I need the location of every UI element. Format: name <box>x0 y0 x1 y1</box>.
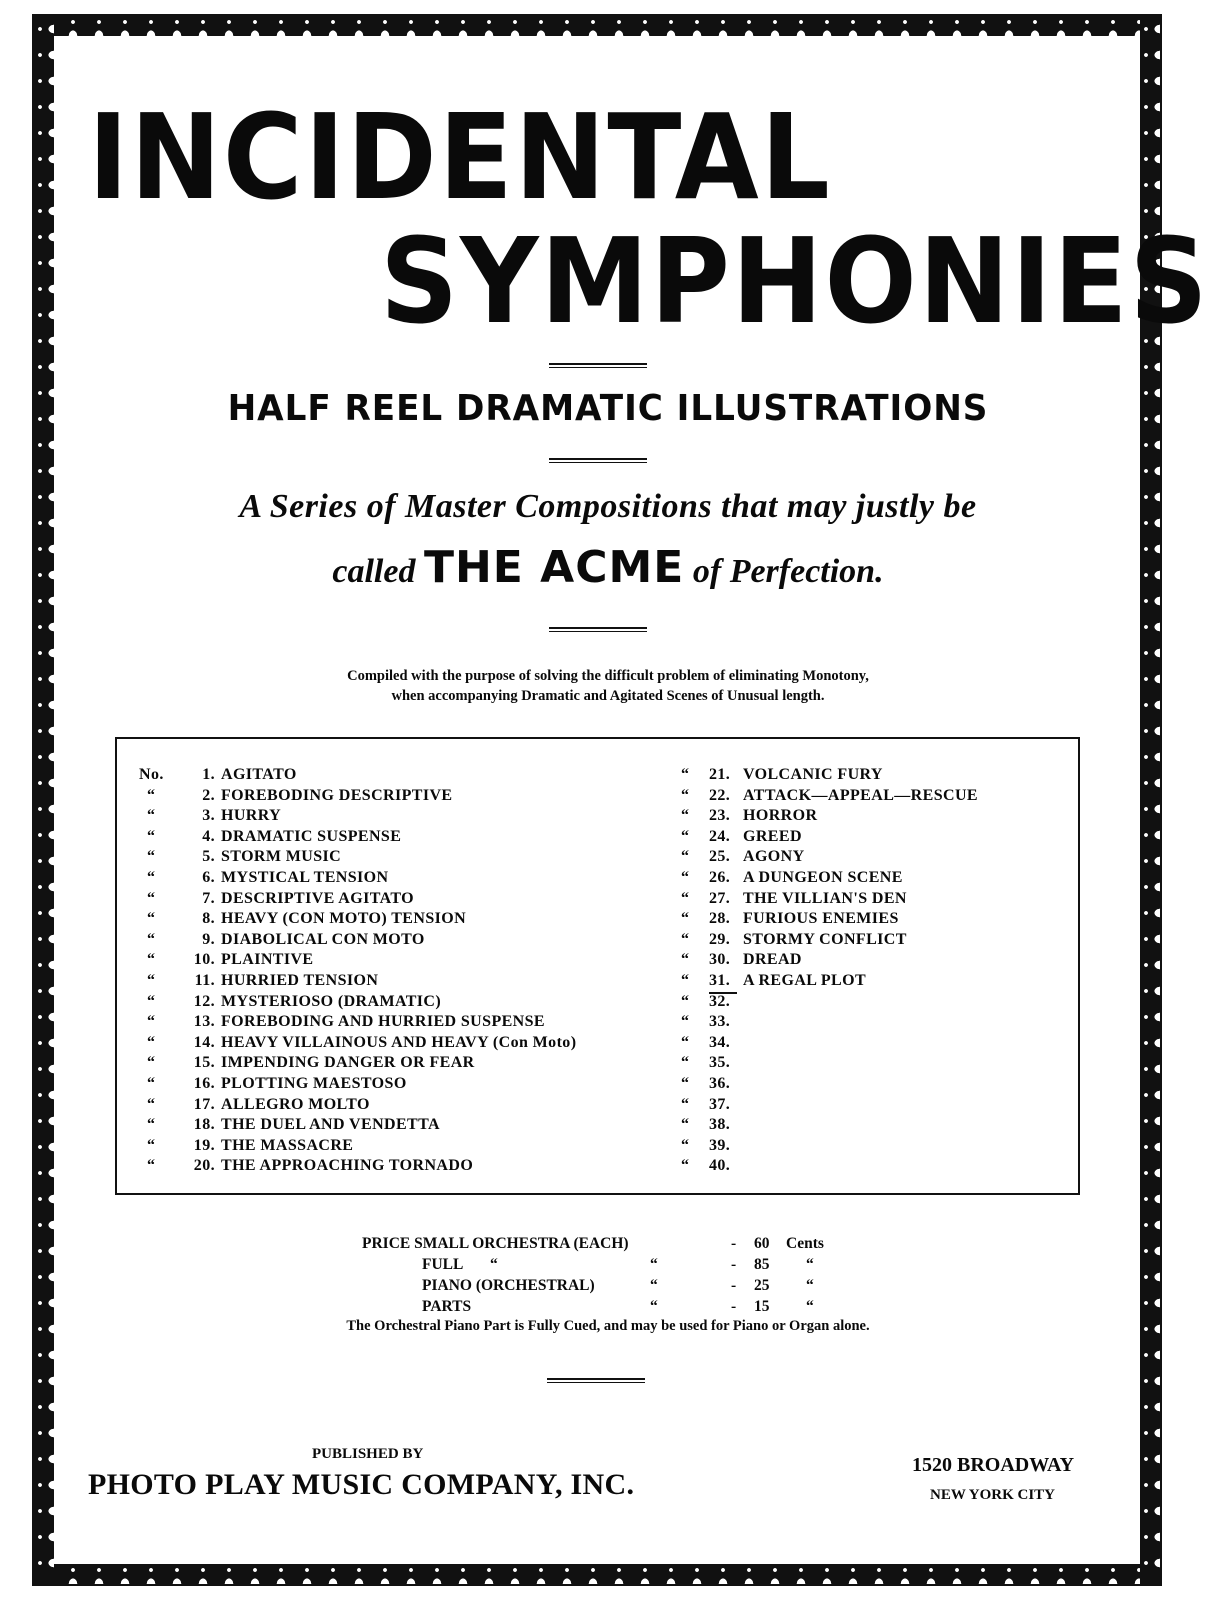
list-item <box>677 765 978 786</box>
list-item <box>677 786 978 807</box>
publisher-address-street: 1520 BROADWAY <box>912 1454 1075 1476</box>
price-ditto: “ <box>650 1277 658 1294</box>
list-item <box>677 909 978 930</box>
list-item-prefix: “ <box>681 848 690 866</box>
list-item-number: 1. <box>202 766 215 783</box>
list-item-number: 33. <box>709 1013 731 1031</box>
list-item-prefix: “ <box>681 766 690 783</box>
price-label: PIANO (ORCHESTRAL) <box>422 1277 595 1294</box>
list-item-number: 4. <box>202 827 215 845</box>
list-item-number: 39. <box>709 1136 731 1154</box>
list-item-prefix: “ <box>681 930 690 948</box>
list-item-prefix: “ <box>147 807 156 825</box>
list-item-title: VOLCANIC FURY <box>743 766 883 783</box>
list-item-title: HORROR <box>743 807 818 825</box>
list-item <box>677 827 978 848</box>
list-item <box>677 806 978 827</box>
list-item-prefix: “ <box>681 827 690 845</box>
list-item-title: MYSTERIOSO (DRAMATIC) <box>221 992 442 1010</box>
list-item <box>139 847 576 868</box>
price-ditto: “ <box>650 1298 658 1315</box>
list-item <box>677 1136 978 1157</box>
tagline-line-2 <box>0 542 1216 593</box>
list-item-title: THE APPROACHING TORNADO <box>221 1157 474 1175</box>
list-item-prefix: “ <box>147 910 156 928</box>
list-item <box>677 868 978 889</box>
list-item-prefix: “ <box>147 971 156 989</box>
list-item-prefix: “ <box>147 992 156 1010</box>
list-item-title: DRAMATIC SUSPENSE <box>221 827 402 845</box>
list-item-title: FOREBODING DESCRIPTIVE <box>221 786 453 804</box>
list-item-number: 30. <box>709 951 731 969</box>
list-item <box>139 868 576 889</box>
list-item <box>139 889 576 910</box>
list-item <box>139 786 576 807</box>
tagline-emphasis: THE ACME <box>423 542 685 593</box>
list-item-number: 15. <box>193 1054 215 1072</box>
list-item-number: 2. <box>202 786 215 804</box>
list-item-title: ATTACK—APPEAL—RESCUE <box>743 786 978 804</box>
list-item-prefix: “ <box>147 848 156 866</box>
list-item-title: STORM MUSIC <box>221 848 342 866</box>
list-item-number: 34. <box>709 1033 731 1051</box>
price-amount: 60 <box>754 1235 770 1252</box>
list-item <box>139 992 576 1013</box>
divider-rule <box>547 1378 645 1383</box>
list-item-title: A DUNGEON SCENE <box>743 868 903 886</box>
list-item <box>677 847 978 868</box>
list-item <box>139 930 576 951</box>
ornament-border-top <box>34 16 1160 36</box>
list-item-title: IMPENDING DANGER OR FEAR <box>221 1054 475 1072</box>
list-item-number: 37. <box>709 1095 731 1113</box>
list-item-prefix: “ <box>147 930 156 948</box>
list-item <box>139 765 576 786</box>
list-item-number: 13. <box>193 1013 215 1031</box>
list-item-title: MYSTICAL TENSION <box>221 868 389 886</box>
price-unit: Cents <box>786 1235 824 1252</box>
list-item-prefix: “ <box>147 868 156 886</box>
list-item-prefix: No. <box>139 766 164 783</box>
list-item-title: FOREBODING AND HURRIED SUSPENSE <box>221 1013 546 1031</box>
list-item-number: 31. <box>709 971 737 994</box>
list-item-prefix: “ <box>681 910 690 928</box>
list-item-prefix: “ <box>681 807 690 825</box>
list-item-number: 36. <box>709 1074 731 1092</box>
price-row <box>0 1275 1216 1296</box>
list-item-title: ALLEGRO MOLTO <box>221 1095 370 1113</box>
list-item-prefix: “ <box>147 1157 156 1175</box>
list-item-number: 25. <box>709 848 731 866</box>
list-item-number: 8. <box>202 910 215 928</box>
list-item-number: 3. <box>202 807 215 825</box>
list-item <box>677 1074 978 1095</box>
list-item <box>677 889 978 910</box>
tagline-line-1: A Series of Master Compositions that may justly be <box>239 488 977 525</box>
price-amount: 85 <box>754 1256 770 1273</box>
list-item-number: 18. <box>193 1116 215 1134</box>
list-item <box>139 909 576 930</box>
publisher-address-city: NEW YORK CITY <box>930 1487 1056 1503</box>
list-item-title: DREAD <box>743 951 802 969</box>
list-item-number: 19. <box>193 1136 215 1154</box>
list-item-title: PLOTTING MAESTOSO <box>221 1074 407 1092</box>
price-row <box>0 1296 1216 1317</box>
price-amount: 15 <box>754 1298 770 1315</box>
list-item-number: 35. <box>709 1054 731 1072</box>
list-item <box>677 1012 978 1033</box>
list-item-prefix: “ <box>147 827 156 845</box>
published-by-label: PUBLISHED BY <box>312 1446 424 1462</box>
list-item-number: 21. <box>709 766 731 783</box>
list-item-prefix: “ <box>681 868 690 886</box>
list-item-number: 26. <box>709 868 731 886</box>
price-label: PARTS <box>422 1298 472 1315</box>
list-item-number: 22. <box>709 786 731 804</box>
subtitle: HALF REEL DRAMATIC ILLUSTRATIONS <box>227 388 989 429</box>
composition-list-box <box>115 737 1080 1195</box>
list-item <box>139 971 576 992</box>
tagline-suffix: of Perfection. <box>692 553 884 590</box>
list-item-title: AGITATO <box>221 766 297 783</box>
list-item-title: FURIOUS ENEMIES <box>743 910 899 928</box>
list-item-prefix: “ <box>147 1116 156 1134</box>
list-item-prefix: “ <box>147 1013 156 1031</box>
price-table <box>0 1233 1216 1317</box>
intro-line-2: when accompanying Dramatic and Agitated Scenes of Unusual length. <box>391 688 825 704</box>
list-item-number: 7. <box>202 889 215 907</box>
list-item-prefix: “ <box>681 951 690 969</box>
list-item-title: THE VILLIAN'S DEN <box>743 889 907 907</box>
list-item-prefix: “ <box>681 1095 690 1113</box>
list-item-title: THE MASSACRE <box>221 1136 354 1154</box>
list-item-prefix: “ <box>681 786 690 804</box>
composition-list-left <box>139 765 576 1177</box>
list-item <box>677 1053 978 1074</box>
list-item <box>677 1095 978 1116</box>
list-item-number: 9. <box>202 930 215 948</box>
list-item <box>677 992 978 1013</box>
list-item <box>139 1115 576 1136</box>
list-item-prefix: “ <box>147 1054 156 1072</box>
price-row <box>0 1233 1216 1254</box>
list-item-number: 6. <box>202 868 215 886</box>
list-item-number: 32. <box>709 992 731 1010</box>
price-dash: - <box>731 1256 737 1273</box>
list-item-number: 40. <box>709 1157 731 1175</box>
list-item-title: HEAVY (CON MOTO) TENSION <box>221 910 467 928</box>
list-item <box>677 950 978 971</box>
list-item <box>139 1156 576 1177</box>
list-item-number: 23. <box>709 807 731 825</box>
list-item-number: 29. <box>709 930 731 948</box>
list-item-prefix: “ <box>681 1136 690 1154</box>
list-item-number: 17. <box>193 1095 215 1113</box>
price-ditto: “ <box>650 1256 658 1273</box>
list-item-number: 16. <box>193 1074 215 1092</box>
list-item-prefix: “ <box>681 889 690 907</box>
list-item-title: GREED <box>743 827 802 845</box>
title-line-1: INCIDENTAL <box>88 88 832 226</box>
list-item-title: HEAVY VILLAINOUS AND HEAVY (Con Moto) <box>221 1033 577 1051</box>
list-item-number: 20. <box>193 1157 215 1175</box>
list-item-title: PLAINTIVE <box>221 951 314 969</box>
price-unit: “ <box>806 1256 814 1273</box>
list-item-number: 38. <box>709 1116 731 1134</box>
divider-rule <box>549 458 647 463</box>
price-note: The Orchestral Piano Part is Fully Cued, and may be used for Piano or Organ alone. <box>346 1318 870 1334</box>
tagline-prefix: called <box>332 553 416 590</box>
list-item-prefix: “ <box>147 889 156 907</box>
ornament-border-bottom <box>34 1564 1160 1584</box>
intro-text <box>0 666 1216 706</box>
list-item-title: HURRIED TENSION <box>221 971 379 989</box>
list-item <box>139 1033 576 1054</box>
list-item <box>677 971 978 992</box>
title-line-2: SYMPHONIES <box>380 212 1210 350</box>
list-item-prefix: “ <box>681 1054 690 1072</box>
list-item-title: THE DUEL AND VENDETTA <box>221 1116 440 1134</box>
list-item <box>139 806 576 827</box>
list-item <box>139 1074 576 1095</box>
list-item-prefix: “ <box>147 1074 156 1092</box>
list-item <box>677 930 978 951</box>
list-item <box>139 1095 576 1116</box>
list-item-prefix: “ <box>681 1033 690 1051</box>
list-item-prefix: “ <box>681 1157 690 1175</box>
list-item-title: DIABOLICAL CON MOTO <box>221 930 425 948</box>
list-item-number: 12. <box>193 992 215 1010</box>
list-item-title: DESCRIPTIVE AGITATO <box>221 889 414 907</box>
composition-list-right <box>677 765 978 1177</box>
list-item-prefix: “ <box>681 1074 690 1092</box>
list-item-prefix: “ <box>681 971 690 989</box>
list-item <box>139 827 576 848</box>
list-item-title: AGONY <box>743 848 805 866</box>
list-item <box>139 1136 576 1157</box>
list-item <box>139 1012 576 1033</box>
price-dash: - <box>731 1235 737 1252</box>
list-item <box>677 1033 978 1054</box>
list-item-prefix: “ <box>681 1116 690 1134</box>
price-label: FULL <box>422 1256 464 1273</box>
list-item-number: 27. <box>709 889 731 907</box>
list-item <box>677 1115 978 1136</box>
price-row <box>0 1254 1216 1275</box>
price-unit: “ <box>806 1298 814 1315</box>
list-item-number: 28. <box>709 910 731 928</box>
divider-rule <box>549 627 647 632</box>
list-item <box>139 1053 576 1074</box>
list-item-prefix: “ <box>147 1033 156 1051</box>
list-item-prefix: “ <box>147 951 156 969</box>
list-item <box>139 950 576 971</box>
list-item-prefix: “ <box>681 1013 690 1031</box>
price-amount: 25 <box>754 1277 770 1294</box>
price-dash: - <box>731 1298 737 1315</box>
list-item-prefix: “ <box>147 1136 156 1154</box>
list-item <box>677 1156 978 1177</box>
price-ditto: “ <box>490 1256 498 1273</box>
price-dash: - <box>731 1277 737 1294</box>
price-label: PRICE SMALL ORCHESTRA (EACH) <box>362 1235 629 1252</box>
list-item-number: 24. <box>709 827 731 845</box>
divider-rule <box>549 363 647 368</box>
price-unit: “ <box>806 1277 814 1294</box>
ornament-border-left <box>34 16 54 1584</box>
intro-line-1: Compiled with the purpose of solving the difficult problem of eliminating Monotony, <box>347 668 869 684</box>
list-item-prefix: “ <box>147 786 156 804</box>
list-item-title: HURRY <box>221 807 282 825</box>
list-item-number: 10. <box>193 951 215 969</box>
list-item-title: STORMY CONFLICT <box>743 930 907 948</box>
list-item-number: 14. <box>193 1033 215 1051</box>
list-item-prefix: “ <box>147 1095 156 1113</box>
list-item-prefix: “ <box>681 992 690 1010</box>
list-item-number: 5. <box>202 848 215 866</box>
list-item-number: 11. <box>194 971 215 989</box>
publisher-name: PHOTO PLAY MUSIC COMPANY, INC. <box>88 1468 635 1501</box>
list-item-title: A REGAL PLOT <box>743 971 867 989</box>
